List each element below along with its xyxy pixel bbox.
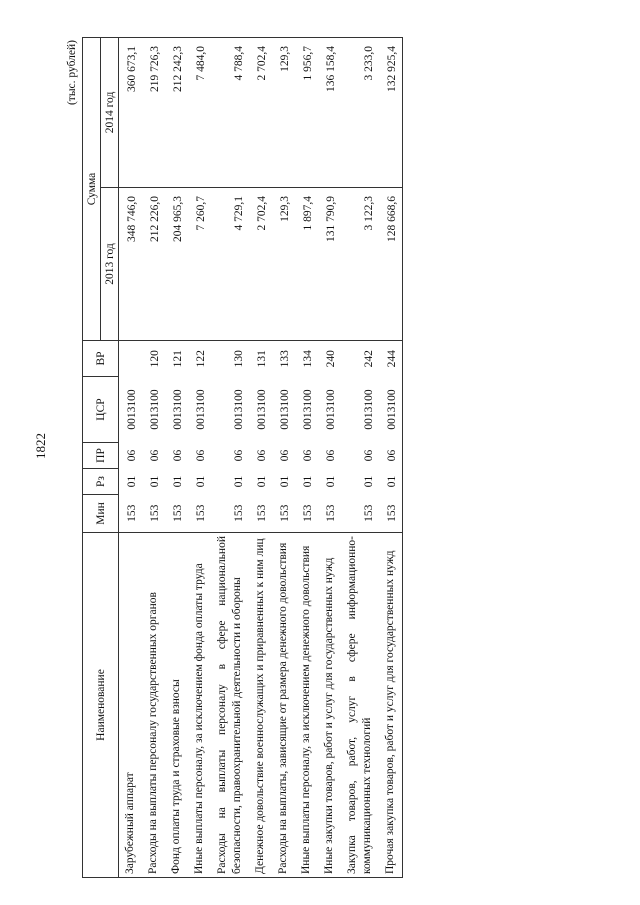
header-name: Наименование (83, 533, 119, 878)
table-body (119, 37, 403, 877)
cell-pr: 06 (233, 449, 245, 462)
cell-min: 153 (318, 495, 341, 533)
cell-min: 153 (341, 495, 379, 533)
cell-csr: 0013100 (195, 389, 207, 430)
table-row (295, 37, 318, 877)
table-row (272, 37, 295, 877)
cell-y2013: 7 260,7 (188, 188, 211, 341)
cell-y2014: 1 956,7 (295, 37, 318, 187)
table-row (341, 37, 379, 877)
cell-y2013: 128 668,6 (379, 188, 403, 341)
cell-pr: 06 (325, 449, 337, 462)
cell-y2013: 1 897,4 (295, 188, 318, 341)
table-row (119, 37, 143, 877)
cell-vr: 121 (165, 341, 188, 377)
cell-rz: 01 (363, 475, 375, 488)
cell-y2014: 212 242,3 (165, 37, 188, 187)
header-vr: ВР (83, 341, 119, 377)
cell-y2013: 204 965,3 (165, 188, 188, 341)
header-pr: ПР (83, 443, 119, 469)
cell-csr: 0013100 (363, 389, 375, 430)
cell-min: 153 (188, 495, 211, 533)
header-rz: Рз (83, 469, 119, 495)
cell-name: Иные выплаты персоналу, за исключением фонда оплаты труда (188, 533, 211, 878)
cell-pr: 06 (172, 449, 184, 462)
cell-pr: 06 (302, 449, 314, 462)
cell-y2013: 3 122,3 (341, 188, 379, 341)
cell-vr: 134 (295, 341, 318, 377)
table-row (165, 37, 188, 877)
cell-csr: 0013100 (126, 389, 138, 430)
cell-y2013: 129,3 (272, 188, 295, 341)
cell-csr: 0013100 (233, 389, 245, 430)
cell-vr: 244 (379, 341, 403, 377)
cell-rz: 01 (379, 469, 403, 495)
cell-vr: 120 (142, 341, 165, 377)
header-min: Мин (83, 495, 119, 533)
table-row (249, 37, 272, 877)
table-row (211, 37, 249, 877)
cell-y2014: 7 484,0 (188, 37, 211, 187)
cell-rz: 01 (126, 475, 138, 488)
cell-name: Зарубежный аппарат (119, 533, 143, 878)
cell-y2014: 4 788,4 (211, 37, 249, 187)
cell-vr: 122 (188, 341, 211, 377)
cell-rz: 01 (172, 475, 184, 488)
cell-vr: 240 (318, 341, 341, 377)
cell-name: Расходы на выплаты персоналу государственных органов (142, 533, 165, 878)
cell-y2014: 219 726,3 (142, 37, 165, 187)
table-row (142, 37, 165, 877)
cell-csr: 0013100 (256, 389, 268, 430)
cell-name: Закупка товаров, работ, услуг в сфере информационно-коммуникационных технологий (341, 533, 379, 878)
cell-name: Иные закупки товаров, работ и услуг для государственных нужд (318, 533, 341, 878)
cell-rz: 01 (302, 475, 314, 488)
cell-y2013: 348 746,0 (119, 188, 143, 341)
cell-vr: 130 (211, 341, 249, 377)
cell-min: 153 (119, 495, 143, 533)
cell-csr: 0013100 (325, 389, 337, 430)
cell-pr: 06 (126, 449, 138, 462)
cell-pr: 06 (363, 449, 375, 462)
cell-name: Денежное довольствие военнослужащих и приравненных к ним лиц (249, 533, 272, 878)
cell-csr: 0013100 (302, 389, 314, 430)
cell-y2014: 136 158,4 (318, 37, 341, 187)
cell-rz: 01 (325, 475, 337, 488)
header-sum: Сумма (83, 37, 101, 340)
cell-pr: 06 (379, 443, 403, 469)
rotated-page-content (60, 38, 620, 878)
cell-rz: 01 (279, 475, 291, 488)
cell-y2014: 2 702,4 (249, 37, 272, 187)
cell-y2014: 129,3 (272, 37, 295, 187)
cell-pr: 06 (149, 449, 161, 462)
cell-min: 153 (295, 495, 318, 533)
cell-name: Расходы на выплаты персоналу в сфере национальной безопасности, правоохранительной деятельности и обороны (211, 533, 249, 878)
cell-vr: 242 (341, 341, 379, 377)
cell-min: 153 (211, 495, 249, 533)
cell-rz: 01 (233, 475, 245, 488)
header-2013: 2013 год (101, 188, 119, 341)
cell-name: Иные выплаты персоналу, за исключением денежного довольствия (295, 533, 318, 878)
table-row (188, 37, 211, 877)
units-note: (тыс. рублей) (66, 40, 78, 106)
cell-vr: 131 (249, 341, 272, 377)
cell-min: 153 (272, 495, 295, 533)
page-number: 1822 (33, 433, 48, 459)
header-2014: 2014 год (101, 37, 119, 187)
cell-min: 153 (142, 495, 165, 533)
cell-vr: 133 (272, 341, 295, 377)
cell-name: Расходы на выплаты, зависящие от размера денежного довольствия (272, 533, 295, 878)
cell-pr: 06 (256, 449, 268, 462)
cell-pr: 06 (195, 449, 207, 462)
budget-table (82, 37, 403, 878)
cell-y2014: 360 673,1 (119, 37, 143, 187)
cell-min: 153 (379, 495, 403, 533)
cell-min: 153 (165, 495, 188, 533)
cell-y2013: 2 702,4 (249, 188, 272, 341)
cell-csr: 0013100 (149, 389, 161, 430)
cell-min: 153 (249, 495, 272, 533)
cell-y2013: 4 729,1 (211, 188, 249, 341)
cell-name: Прочая закупка товаров, работ и услуг для государственных нужд (379, 533, 403, 878)
cell-vr (119, 341, 143, 377)
cell-pr: 06 (279, 449, 291, 462)
cell-rz: 01 (256, 475, 268, 488)
cell-y2013: 131 790,9 (318, 188, 341, 341)
cell-rz: 01 (149, 475, 161, 488)
cell-csr: 0013100 (172, 389, 184, 430)
header-csr: ЦСР (83, 377, 119, 443)
cell-rz: 01 (195, 475, 207, 488)
cell-y2013: 212 226,0 (142, 188, 165, 341)
cell-csr: 0013100 (379, 377, 403, 443)
cell-csr: 0013100 (279, 389, 291, 430)
cell-name: Фонд оплаты труда и страховые взносы (165, 533, 188, 878)
cell-y2014: 132 925,4 (379, 37, 403, 187)
table-row (318, 37, 341, 877)
table-row (379, 37, 403, 877)
cell-y2014: 3 233,0 (341, 37, 379, 187)
